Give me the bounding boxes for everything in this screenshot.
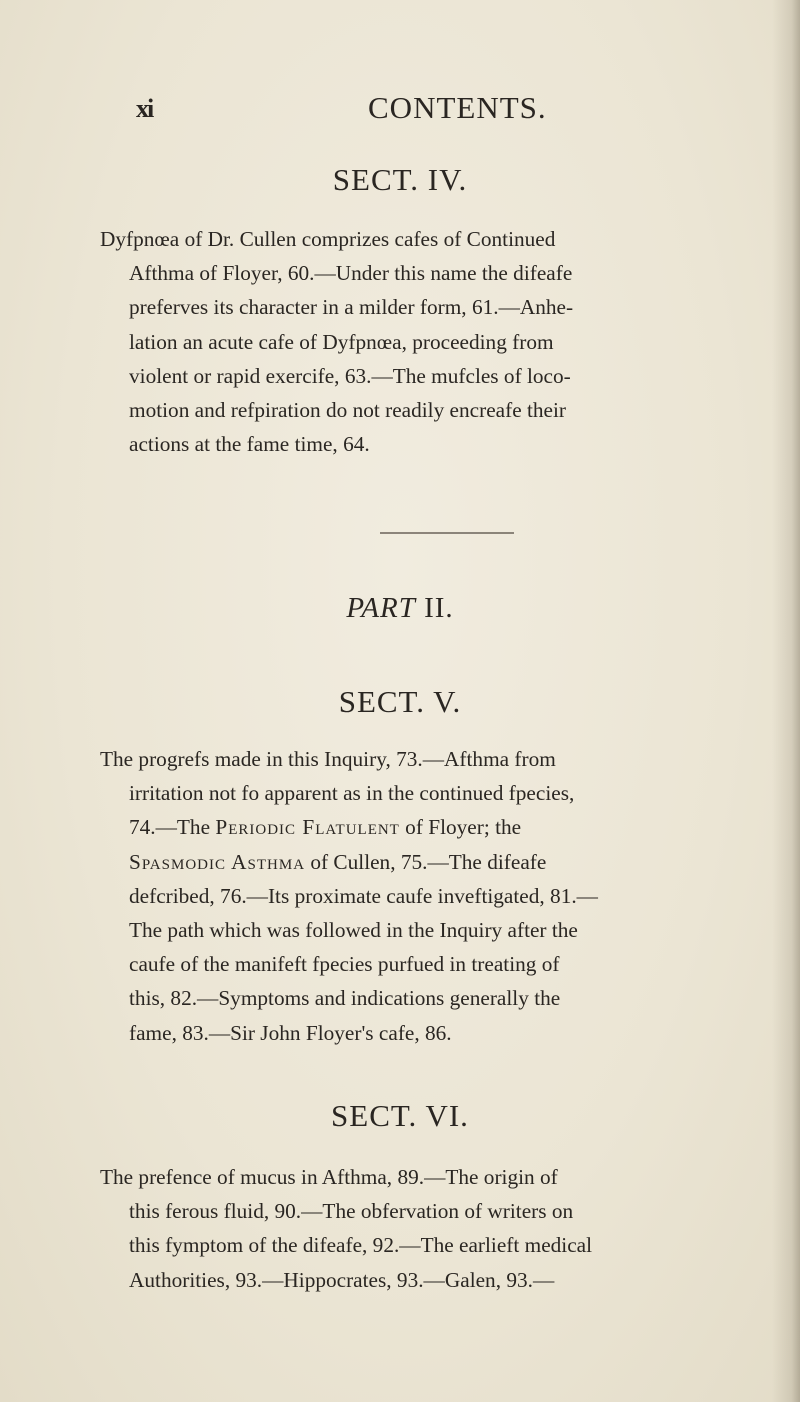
- section-heading-iv: SECT. IV.: [332, 162, 468, 197]
- text-line: The prefence of mucus in Afthma, 89.—The origin of: [100, 1165, 558, 1189]
- text-line: lation an acute cafe of Dyfpnœa, proceeding from: [129, 329, 554, 354]
- part-label: PART: [346, 592, 416, 624]
- text-line: motion and refpiration do not readily encreafe their: [129, 398, 567, 423]
- text-line: defcribed, 76.—Its proximate caufe inveftigated, 81.—: [129, 883, 598, 908]
- section-divider-rule: [380, 532, 514, 534]
- page-signature: xi: [136, 94, 153, 123]
- text-line: The path which was followed in the Inquiry after the: [129, 918, 578, 943]
- text-line: violent or rapid exercife, 63.—The mufcles of loco-: [129, 363, 571, 388]
- text-line: 74.—The Periodic Flatulent of Floyer; the: [129, 815, 522, 840]
- text-line: actions at the fame time, 64.: [129, 432, 370, 457]
- text-line: Spasmodic Asthma of Cullen, 75.—The difeafe: [129, 849, 547, 874]
- running-header: CONTENTS.: [368, 90, 547, 125]
- text-line: fame, 83.—Sir John Floyer's cafe, 86.: [129, 1020, 452, 1045]
- part-heading: [0, 592, 800, 625]
- text-line: preferves its character in a milder form, 61.—Anhe-: [129, 295, 574, 320]
- section-iv-paragraph: [100, 222, 765, 461]
- text-line: this, 82.—Symptoms and indications generally the: [129, 986, 561, 1011]
- text-line: this fymptom of the difeafe, 92.—The earlieft medical: [129, 1233, 593, 1258]
- text-line: Afthma of Floyer, 60.—Under this name the difeafe: [129, 261, 573, 286]
- section-vi-paragraph: [100, 1160, 765, 1297]
- text-line: The progrefs made in this Inquiry, 73.—Afthma from: [100, 747, 556, 771]
- text-line: Authorities, 93.—Hippocrates, 93.—Galen, 93.—: [129, 1267, 555, 1292]
- text-line: irritation not fo apparent as in the continued fpecies,: [129, 781, 575, 806]
- part-number: II.: [424, 592, 454, 624]
- text-line: caufe of the manifeft fpecies purfued in treating of: [129, 952, 560, 977]
- section-heading-v: SECT. V.: [338, 684, 462, 719]
- text-line: this ferous fluid, 90.—The obfervation of writers on: [129, 1199, 574, 1224]
- section-v-paragraph: [100, 742, 765, 1050]
- text-line: Dyfpnœa of Dr. Cullen comprizes cafes of Continued: [100, 227, 556, 251]
- section-heading-vi: SECT. VI.: [331, 1098, 469, 1133]
